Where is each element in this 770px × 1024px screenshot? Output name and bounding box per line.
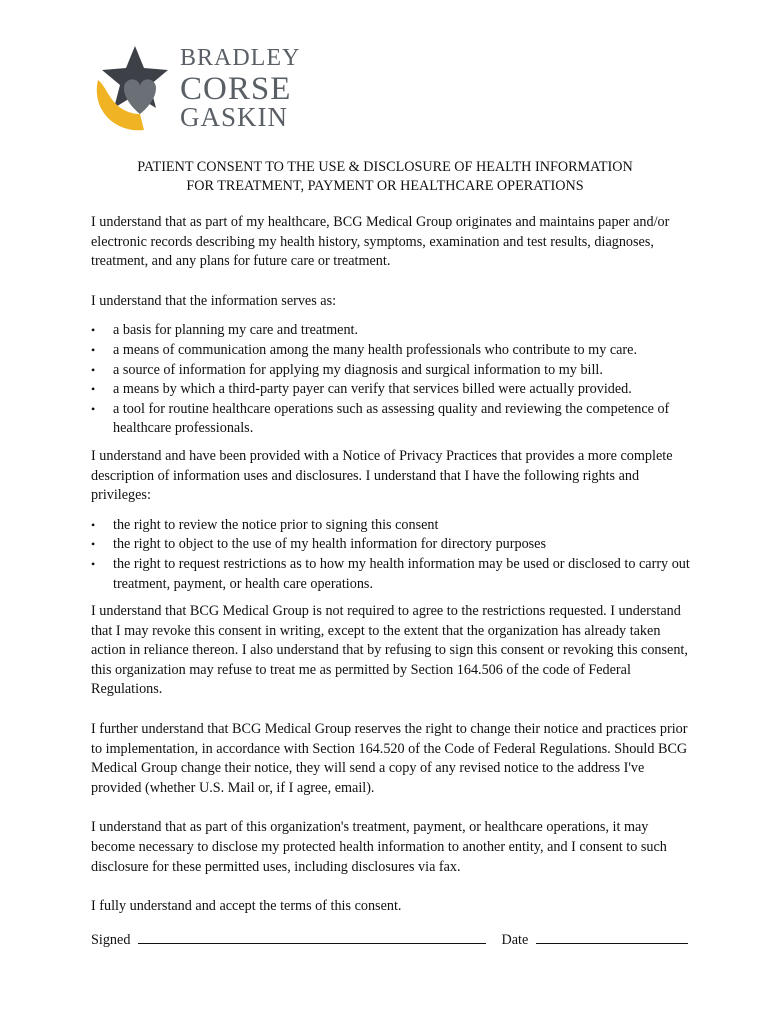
paragraph-disclosure: I understand that as part of this organization's treatment, payment, or healthcare operations, it may become necessary to disclose my protected health information to another entity, and I consent to such disclosure for these permitted uses, including disclosures via fax.: [91, 819, 667, 875]
paragraph-notice-changes: I further understand that BCG Medical Group reserves the right to change their notice and practices prior to implementation, in accordance with Section 164.520 of the Code of Federal Regulations. Should BCG Medical Group change their notice, they will send a copy of any revised notice to the address I've provided (whether U.S. Mail or, if I agree, email).: [91, 721, 688, 796]
signed-label: Signed: [91, 931, 131, 948]
date-label: Date: [501, 931, 529, 948]
rights-list: [91, 516, 691, 594]
list-item-text: a means by which a third-party payer can verify that services billed were actually provided.: [113, 381, 632, 398]
uses-list: [91, 321, 691, 439]
logo-word-gaskin: GASKIN: [180, 102, 289, 132]
list-item: [91, 535, 691, 555]
bullet-icon: •: [91, 323, 96, 338]
bcg-logo: [94, 44, 314, 136]
bullet-icon: •: [91, 517, 96, 532]
list-item: [91, 380, 691, 400]
list-item-text: the right to review the notice prior to signing this consent: [113, 516, 439, 533]
bullet-icon: •: [91, 362, 96, 377]
date-field[interactable]: [536, 929, 688, 944]
star-hand-heart-logo-icon: [94, 44, 176, 132]
bullet-icon: •: [91, 537, 96, 552]
bullet-icon: •: [91, 382, 96, 397]
list-item-text: the right to request restrictions as to how my health information may be used or disclosed to carry out treatment, payment, or health care operations.: [113, 555, 690, 592]
list-item: [91, 516, 691, 536]
bullet-icon: •: [91, 342, 96, 357]
list-item-text: the right to object to the use of my health information for directory purposes: [113, 536, 547, 553]
list-item-text: a means of communication among the many health professionals who contribute to my care.: [113, 341, 638, 358]
paragraph-notice-of-privacy: I understand and have been provided with a Notice of Privacy Practices that provides a more complete description of information uses and disclosures. I understand that I have the following rights and privileges:: [91, 447, 673, 504]
document-body: [91, 213, 691, 950]
bullet-icon: •: [91, 556, 96, 571]
list-item: [91, 361, 691, 381]
title-line-2: FOR TREATMENT, PAYMENT OR HEALTHCARE OPERATIONS: [186, 178, 584, 194]
logo-wordmark: [180, 46, 300, 130]
paragraph-restrictions: I understand that BCG Medical Group is not required to agree to the restrictions requested. I understand that I may revoke this consent in writing, except to the extent that the organization has already taken action in reliance thereon. I also understand that by refusing to sign this consent or revoking this consent, this organization may refuse to treat me as permitted by Section 164.506 of the code of Federal Regulations.: [91, 603, 688, 698]
paragraph-records: I understand that as part of my healthcare, BCG Medical Group originates and maintains paper and/or electronic records describing my health history, symptoms, examination and test results, diagnoses, treatment, and any plans for future care or treatment.: [91, 214, 670, 270]
list-item: [91, 321, 691, 341]
paragraph-information-serves: I understand that the information serves as:: [91, 292, 337, 309]
title-line-1: PATIENT CONSENT TO THE USE & DISCLOSURE OF HEALTH INFORMATION: [137, 159, 633, 175]
list-item: [91, 400, 691, 439]
paragraph-acceptance: I fully understand and accept the terms of this consent.: [91, 898, 402, 915]
logo-word-bradley: BRADLEY: [180, 45, 301, 71]
list-item: [91, 341, 691, 361]
logo-word-corse: CORSE: [180, 71, 292, 107]
list-item: [91, 555, 691, 594]
list-item-text: a tool for routine healthcare operations such as assessing quality and reviewing the competence of healthcare professionals.: [113, 400, 670, 437]
document-title: [0, 158, 770, 196]
signature-field[interactable]: [138, 929, 486, 944]
list-item-text: a source of information for applying my diagnosis and surgical information to my bill.: [113, 361, 603, 378]
list-item-text: a basis for planning my care and treatment.: [113, 322, 359, 339]
bullet-icon: •: [91, 401, 96, 416]
signature-row: [91, 929, 691, 951]
